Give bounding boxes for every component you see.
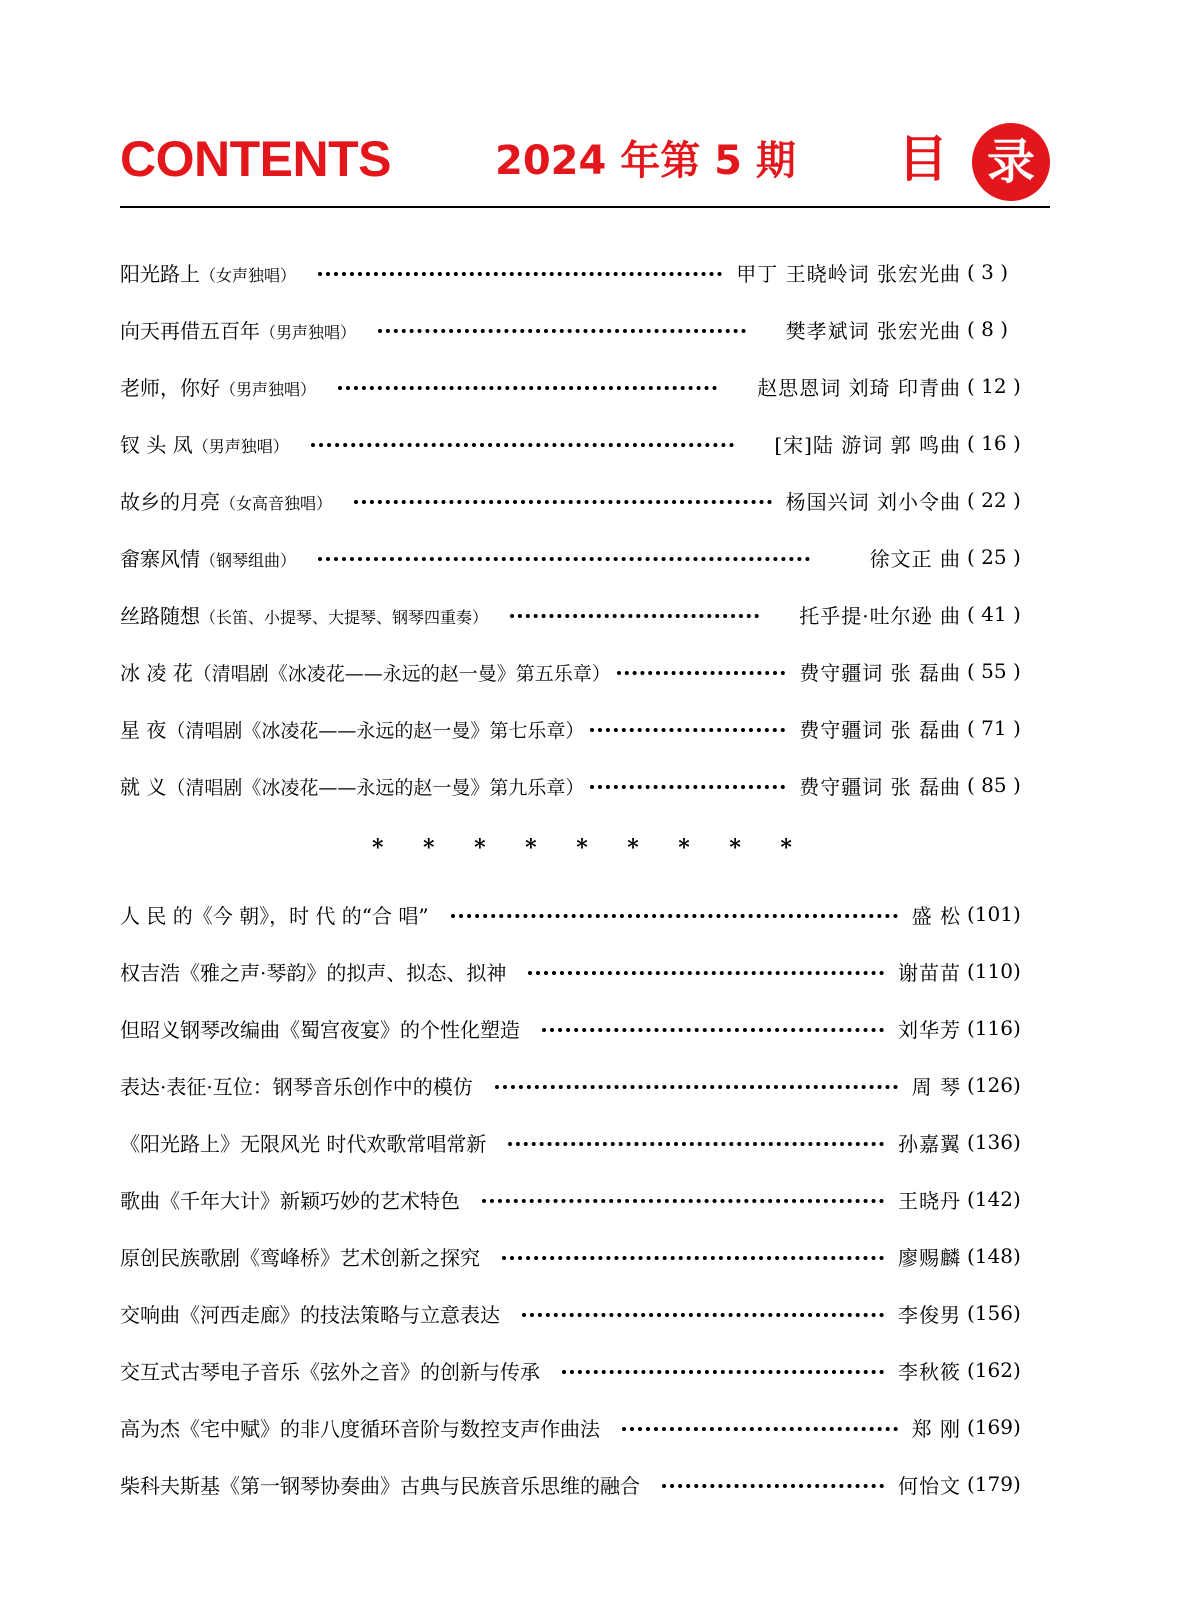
separator-star: * [576, 835, 588, 861]
entry-note: （清唱剧《冰凌花——永远的赵一曼》第九乐章） [166, 776, 585, 799]
entry-author: 郑 刚 [911, 1416, 961, 1441]
entry-page: (179) [967, 1472, 1021, 1496]
separator-star: * [474, 835, 486, 861]
toc-entry[interactable] [120, 1464, 1045, 1504]
entry-note: （男声独唱） [220, 379, 317, 399]
entry-page: (142) [967, 1187, 1021, 1211]
entry-credit: 樊孝斌词 张宏光曲 [785, 318, 961, 343]
entry-title: 交互式古琴电子音乐《弦外之音》的创新与传承 [120, 1359, 540, 1384]
entry-title: 人 民 的《今 朝》，时 代 的“合 唱” [120, 903, 429, 928]
entry-page: ( 25 ) [967, 545, 1021, 569]
leader-dots [590, 728, 785, 732]
entry-page: (126) [967, 1073, 1021, 1097]
entry-credit: 赵思恩词 刘琦 印青曲 [757, 375, 961, 400]
toc-entry[interactable] [120, 951, 1045, 991]
toc-entry[interactable] [120, 423, 1045, 463]
entry-credit: [宋]陆 游词 郭 鸣曲 [774, 432, 961, 457]
leader-dots [528, 971, 884, 975]
leader-dots [495, 1085, 898, 1089]
entry-page: ( 12 ) [967, 374, 1021, 398]
entry-credit: 徐文正 曲 [869, 546, 961, 571]
entry-title: 故乡的月亮 [120, 489, 220, 514]
entry-title: 向天再借五百年 [120, 318, 260, 343]
separator-star: * [372, 835, 384, 861]
entry-credit: 费守疆词 张 磊曲 [799, 774, 961, 799]
leader-dots [502, 1256, 884, 1260]
toc-entry[interactable] [120, 252, 1045, 292]
entry-author: 孙嘉翼 [898, 1131, 961, 1156]
separator-star: * [423, 835, 435, 861]
toc-entry[interactable] [120, 765, 1045, 805]
toc-entry[interactable] [120, 708, 1045, 748]
entry-title: 高为杰《宅中赋》的非八度循环音阶与数控支声作曲法 [120, 1416, 600, 1441]
toc-entry[interactable] [120, 1122, 1045, 1162]
entry-title: 丝路随想 [120, 603, 200, 628]
entry-page: ( 3 ) [967, 260, 1009, 284]
entry-title: 表达·表征·互位：钢琴音乐创作中的模仿 [120, 1074, 473, 1099]
entry-page: ( 71 ) [967, 716, 1021, 740]
entry-author: 刘华芳 [898, 1017, 961, 1042]
leader-dots [622, 1427, 898, 1431]
entry-page: (156) [967, 1301, 1021, 1325]
separator-star: * [678, 835, 690, 861]
header-divider [120, 206, 1050, 208]
entry-author: 何怡文 [898, 1473, 961, 1498]
entry-author: 王晓丹 [898, 1188, 961, 1213]
leader-dots [378, 329, 746, 333]
separator-star: * [729, 835, 741, 861]
entry-note: （钢琴组曲） [200, 550, 297, 570]
entry-credit: 甲丁 王晓岭词 张宏光曲 [736, 261, 961, 286]
entry-title: 歌曲《千年大计》新颖巧妙的艺术特色 [120, 1188, 460, 1213]
entry-title: 柴科夫斯基《第一钢琴协奏曲》古典与民族音乐思维的融合 [120, 1473, 640, 1498]
toc-entry[interactable] [120, 1179, 1045, 1219]
leader-dots [590, 785, 785, 789]
entry-page: (116) [967, 1016, 1021, 1040]
entry-title: 阳光路上 [120, 261, 200, 286]
entry-page: (162) [967, 1358, 1021, 1382]
contents-heading: CONTENTS [120, 131, 391, 187]
entry-author: 廖赐麟 [898, 1245, 961, 1270]
leader-dots [318, 557, 810, 561]
entry-page: ( 8 ) [967, 317, 1009, 341]
entry-note: （女高音独唱） [220, 493, 333, 513]
entry-title: 权吉浩《雅之声·琴韵》的拟声、拟态、拟神 [120, 960, 507, 985]
entry-page: (136) [967, 1130, 1021, 1154]
entry-note: （长笛、小提琴、大提琴、钢琴四重奏） [200, 607, 489, 627]
leader-dots [542, 1028, 884, 1032]
entry-title: 冰 凌 花 [120, 660, 193, 685]
entry-page: (169) [967, 1415, 1021, 1439]
entry-note: （清唱剧《冰凌花——永远的赵一曼》第五乐章） [192, 662, 611, 685]
toc-entry[interactable] [120, 1236, 1045, 1276]
entry-author: 盛 松 [911, 903, 961, 928]
toc-entry[interactable] [120, 1293, 1045, 1333]
toc-entry[interactable] [120, 366, 1045, 406]
entry-author: 谢苗苗 [898, 960, 961, 985]
separator-star: * [627, 835, 639, 861]
toc-entry[interactable] [120, 309, 1045, 349]
entry-page: ( 55 ) [967, 659, 1021, 683]
toc-entry[interactable] [120, 1065, 1045, 1105]
entry-credit: 杨国兴词 刘小令曲 [785, 489, 961, 514]
entry-credit: 费守疆词 张 磊曲 [799, 660, 961, 685]
entry-credit: 托乎提·吐尔逊 曲 [799, 603, 961, 628]
leader-dots [482, 1199, 884, 1203]
entry-page: ( 22 ) [967, 488, 1021, 512]
section-separator [372, 835, 792, 861]
entry-title: 畲寨风情 [120, 546, 200, 571]
toc-entry[interactable] [120, 1407, 1045, 1447]
page-header [120, 125, 1050, 205]
entry-author: 李秋筱 [898, 1359, 961, 1384]
separator-star: * [525, 835, 537, 861]
entry-title: 老师，你好 [120, 375, 220, 400]
entry-note: （男声独唱） [192, 436, 289, 456]
mulu-heading-lu-badge: 录 [972, 123, 1050, 201]
leader-dots [522, 1313, 884, 1317]
leader-dots [318, 272, 722, 276]
entry-credit: 费守疆词 张 磊曲 [799, 717, 961, 742]
entry-title: 星 夜 [120, 717, 167, 742]
entry-author: 李俊男 [898, 1302, 961, 1327]
entry-title: 原创民族歌剧《鸾峰桥》艺术创新之探究 [120, 1245, 480, 1270]
entry-page: ( 41 ) [967, 602, 1021, 626]
entry-title: 但昭义钢琴改编曲《蜀宫夜宴》的个性化塑造 [120, 1017, 520, 1042]
separator-star: * [780, 835, 792, 861]
leader-dots [562, 1370, 884, 1374]
toc-entry[interactable] [120, 894, 1045, 934]
entry-page: (101) [967, 902, 1021, 926]
entry-page: (148) [967, 1244, 1021, 1268]
entry-page: (110) [967, 959, 1021, 983]
entry-note: （清唱剧《冰凌花——永远的赵一曼》第七乐章） [166, 719, 585, 742]
leader-dots [662, 1484, 884, 1488]
entry-title: 钗 头 凤 [120, 432, 193, 457]
entry-title: 《阳光路上》无限风光 时代欢歌常唱常新 [120, 1131, 487, 1156]
toc-entry[interactable] [120, 651, 1045, 691]
entry-note: （女声独唱） [200, 265, 297, 285]
leader-dots [338, 386, 717, 390]
entry-title: 交响曲《河西走廊》的技法策略与立意表达 [120, 1302, 500, 1327]
issue-number: 2024 年第 5 期 [495, 138, 796, 184]
entry-page: ( 85 ) [967, 773, 1021, 797]
mulu-heading-mu: 目 [898, 130, 948, 188]
leader-dots [311, 443, 735, 447]
toc-entry[interactable] [120, 1350, 1045, 1390]
entry-page: ( 16 ) [967, 431, 1021, 455]
toc-entry[interactable] [120, 537, 1045, 577]
leader-dots [508, 1142, 884, 1146]
leader-dots [617, 671, 786, 675]
entry-note: （男声独唱） [260, 322, 357, 342]
leader-dots [451, 914, 898, 918]
leader-dots [510, 614, 759, 618]
entry-title: 就 义 [120, 774, 167, 799]
toc-entry[interactable] [120, 594, 1045, 634]
entry-author: 周 琴 [911, 1074, 961, 1099]
toc-entry[interactable] [120, 1008, 1045, 1048]
toc-entry[interactable] [120, 480, 1045, 520]
leader-dots [354, 500, 772, 504]
